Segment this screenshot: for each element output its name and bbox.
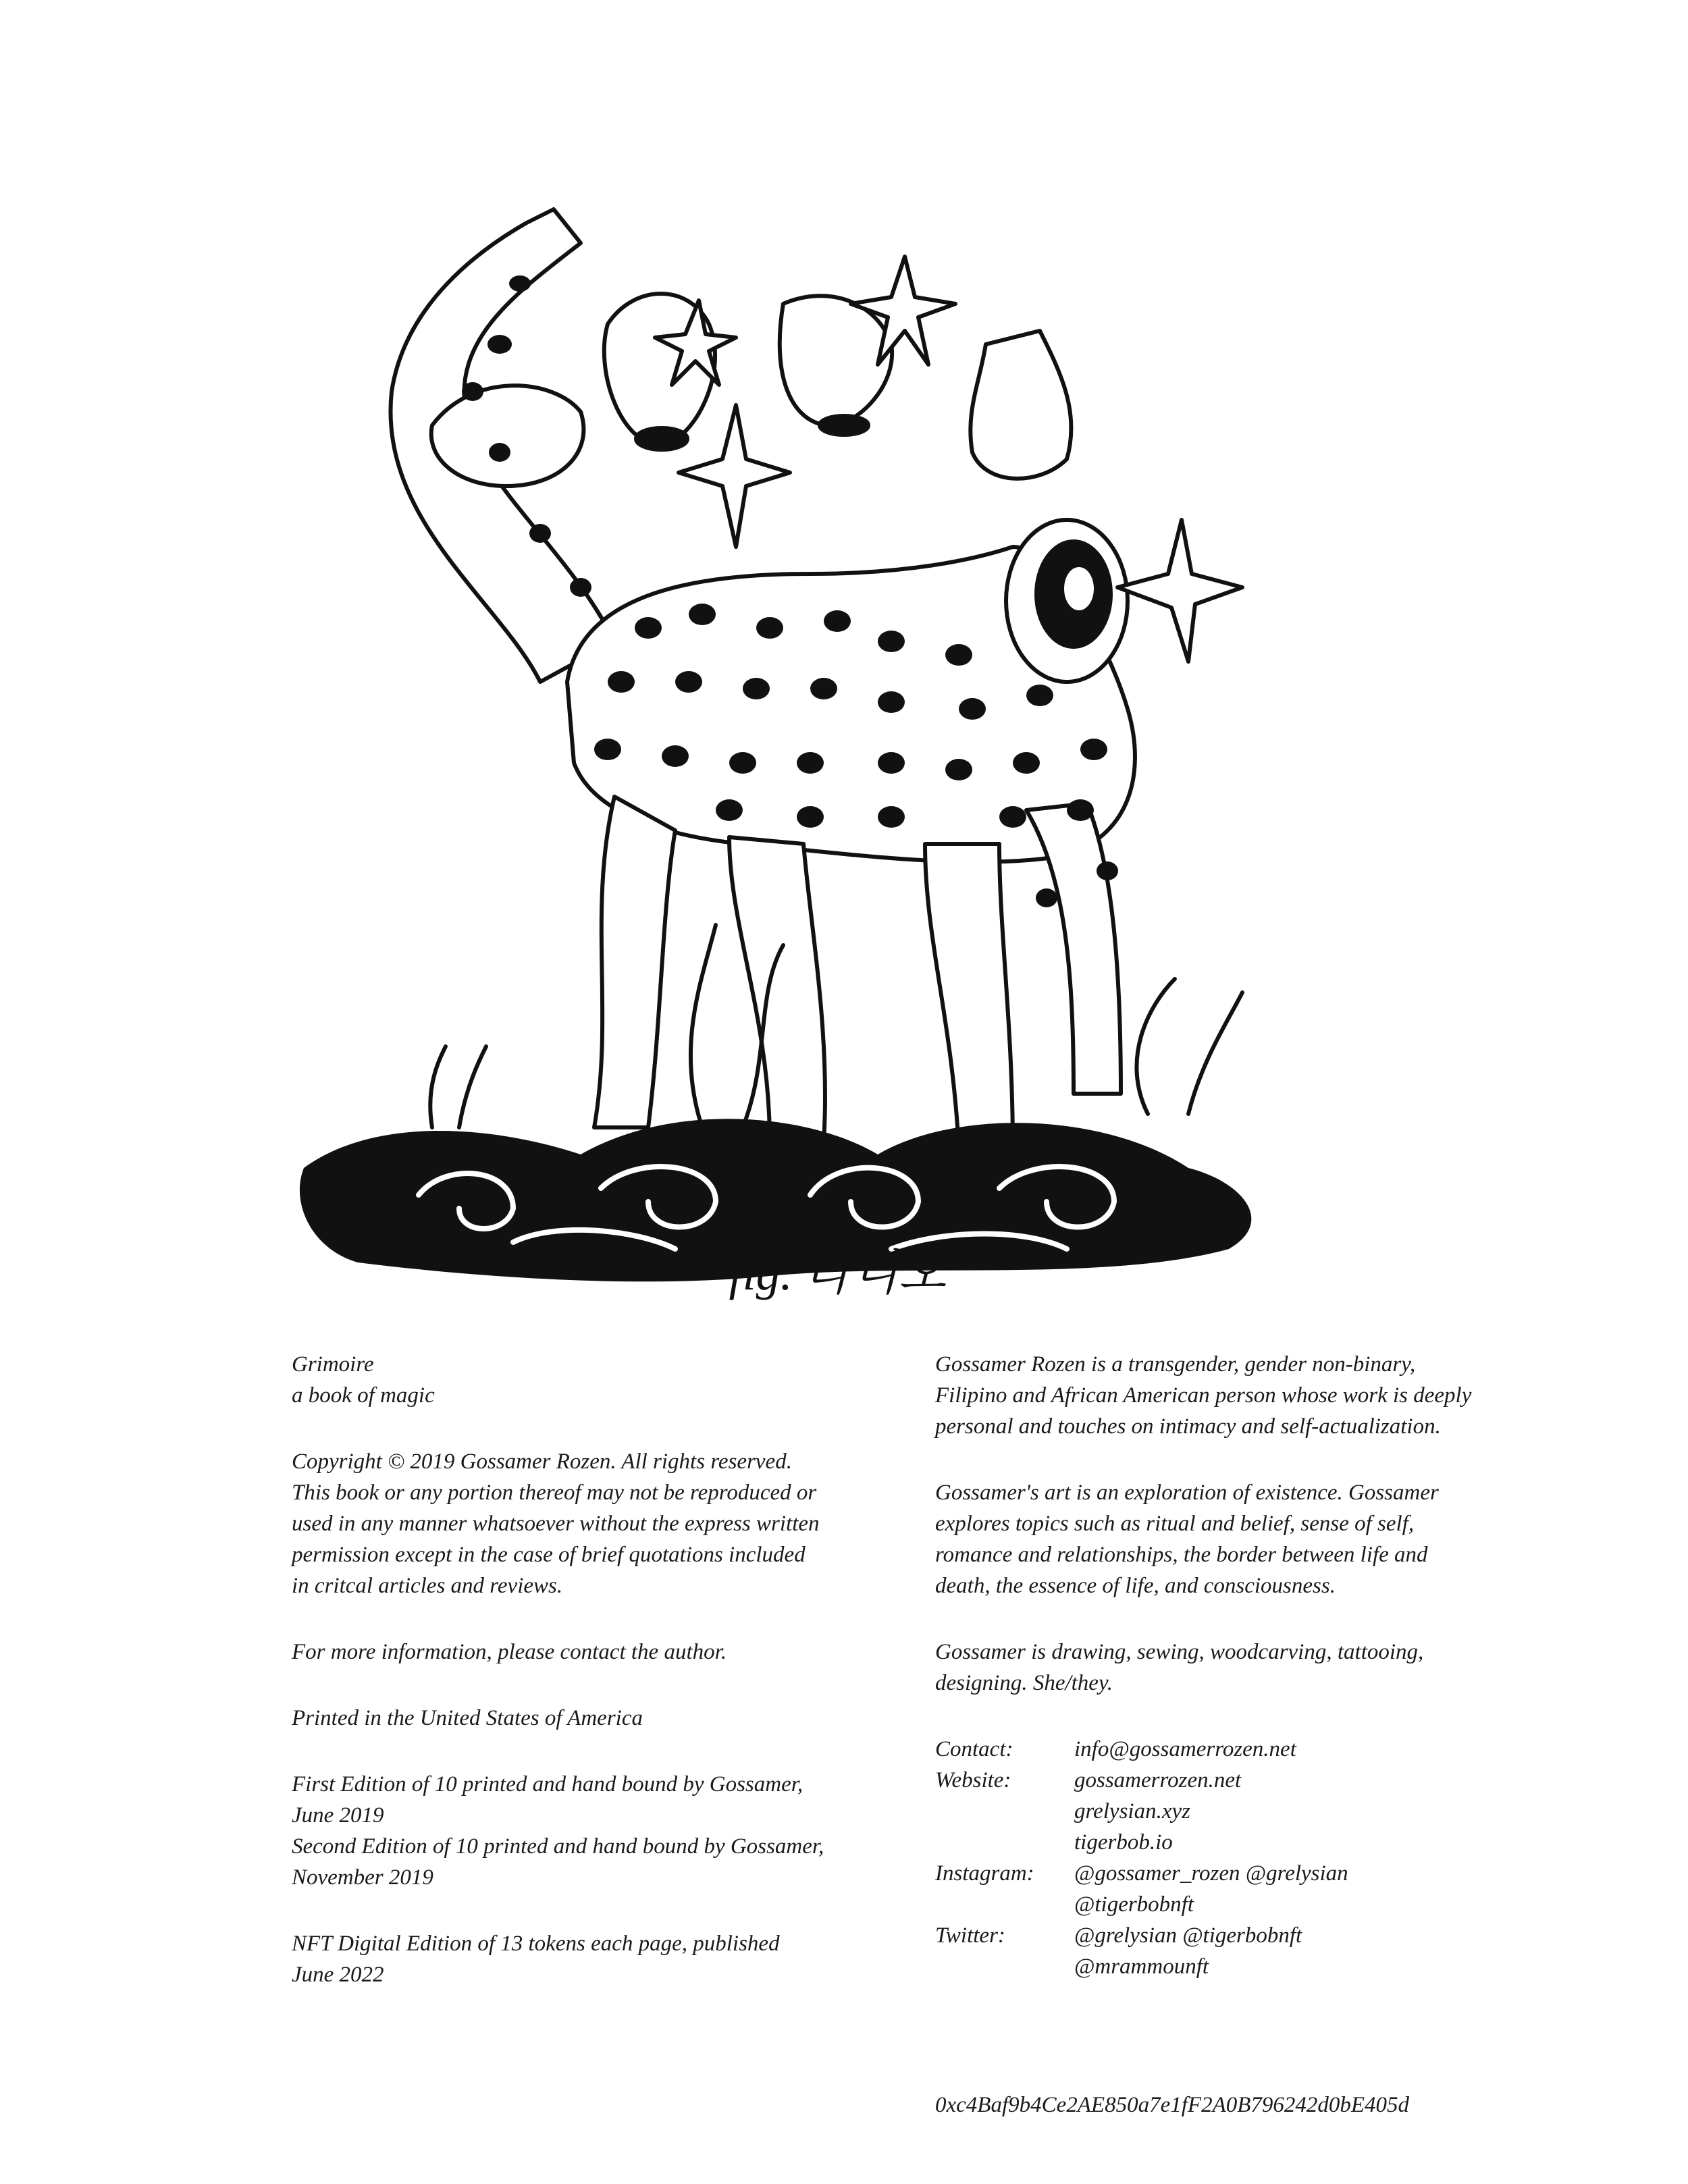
twitter-handles-2[interactable]: @mrammounft <box>1074 1954 1209 1979</box>
contact-label: Contact: <box>935 1737 1013 1761</box>
contact-row <box>935 1734 1482 1765</box>
instagram-handles-2[interactable]: @tigerbobnft <box>1074 1892 1194 1917</box>
figure-caption: fig. 라니오 <box>729 1246 946 1300</box>
leg-front-left <box>594 797 675 1127</box>
star-4 <box>1117 520 1242 662</box>
website-row <box>935 1827 1482 1858</box>
second-edition: Second Edition of 10 printed and hand bound by Gossamer, November 2019 <box>292 1834 824 1890</box>
first-edition: First Edition of 10 printed and hand bound by Gossamer, June 2019 <box>292 1772 803 1828</box>
website-link-3[interactable]: tigerbob.io <box>1074 1830 1173 1855</box>
contact-email[interactable]: info@gossamerrozen.net <box>1074 1737 1296 1761</box>
star-3 <box>679 405 790 547</box>
bio-paragraph-2: Gossamer's art is an exploration of existence. Gossamer explores topics such as ritual and belief, sense of self, romance and relationships, the border between life and death, the essence of life, and consciousness. <box>935 1481 1439 1598</box>
twitter-row <box>935 1951 1482 1982</box>
twitter-label: Twitter: <box>935 1923 1005 1948</box>
wallet-address: 0xc4Baf9b4Ce2AE850a7e1fF2A0B796242d0bE405d <box>935 2093 1410 2117</box>
instagram-row <box>935 1889 1482 1920</box>
bio-column <box>935 1349 1482 1982</box>
twitter-row <box>935 1920 1482 1951</box>
twitter-handles-1[interactable]: @grelysian @tigerbobnft <box>1074 1923 1302 1948</box>
nft-edition: NFT Digital Edition of 13 tokens each page, published June 2022 <box>292 1932 780 1987</box>
leopard-creature-illustration <box>297 169 1391 1303</box>
leg-back-left <box>729 837 825 1141</box>
instagram-row <box>935 1858 1482 1889</box>
contact-list <box>935 1734 1482 1982</box>
printed-location: Printed in the United States of America <box>292 1706 643 1730</box>
paw-4 <box>970 331 1071 479</box>
contact-note: For more information, please contact the author. <box>292 1640 727 1664</box>
bio-paragraph-1: Gossamer Rozen is a transgender, gender non-binary, Filipino and African American person whose work is deeply personal and touches on intimacy and self-actualization. <box>935 1352 1472 1439</box>
colophon-column <box>292 1349 825 1990</box>
website-row <box>935 1765 1482 1796</box>
bio-paragraph-3: Gossamer is drawing, sewing, woodcarving, tattooing, designing. She/they. <box>935 1640 1424 1695</box>
website-label: Website: <box>935 1768 1011 1792</box>
book-subtitle: a book of magic <box>292 1383 435 1408</box>
instagram-handles-1[interactable]: @gossamer_rozen @grelysian <box>1074 1861 1348 1886</box>
website-link-2[interactable]: grelysian.xyz <box>1074 1799 1190 1823</box>
leg-front-right <box>925 844 1013 1148</box>
website-row <box>935 1796 1482 1827</box>
instagram-label: Instagram: <box>935 1861 1034 1886</box>
paw-3 <box>780 296 892 425</box>
website-link-1[interactable]: gossamerrozen.net <box>1074 1768 1242 1792</box>
book-title: Grimoire <box>292 1352 374 1377</box>
copyright-text: Copyright © 2019 Gossamer Rozen. All rights reserved. This book or any portion thereof may not be reproduced or used in any manner whatsoever without the express written permission except in the case of brief quotations included in critcal articles and reviews. <box>292 1449 820 1598</box>
